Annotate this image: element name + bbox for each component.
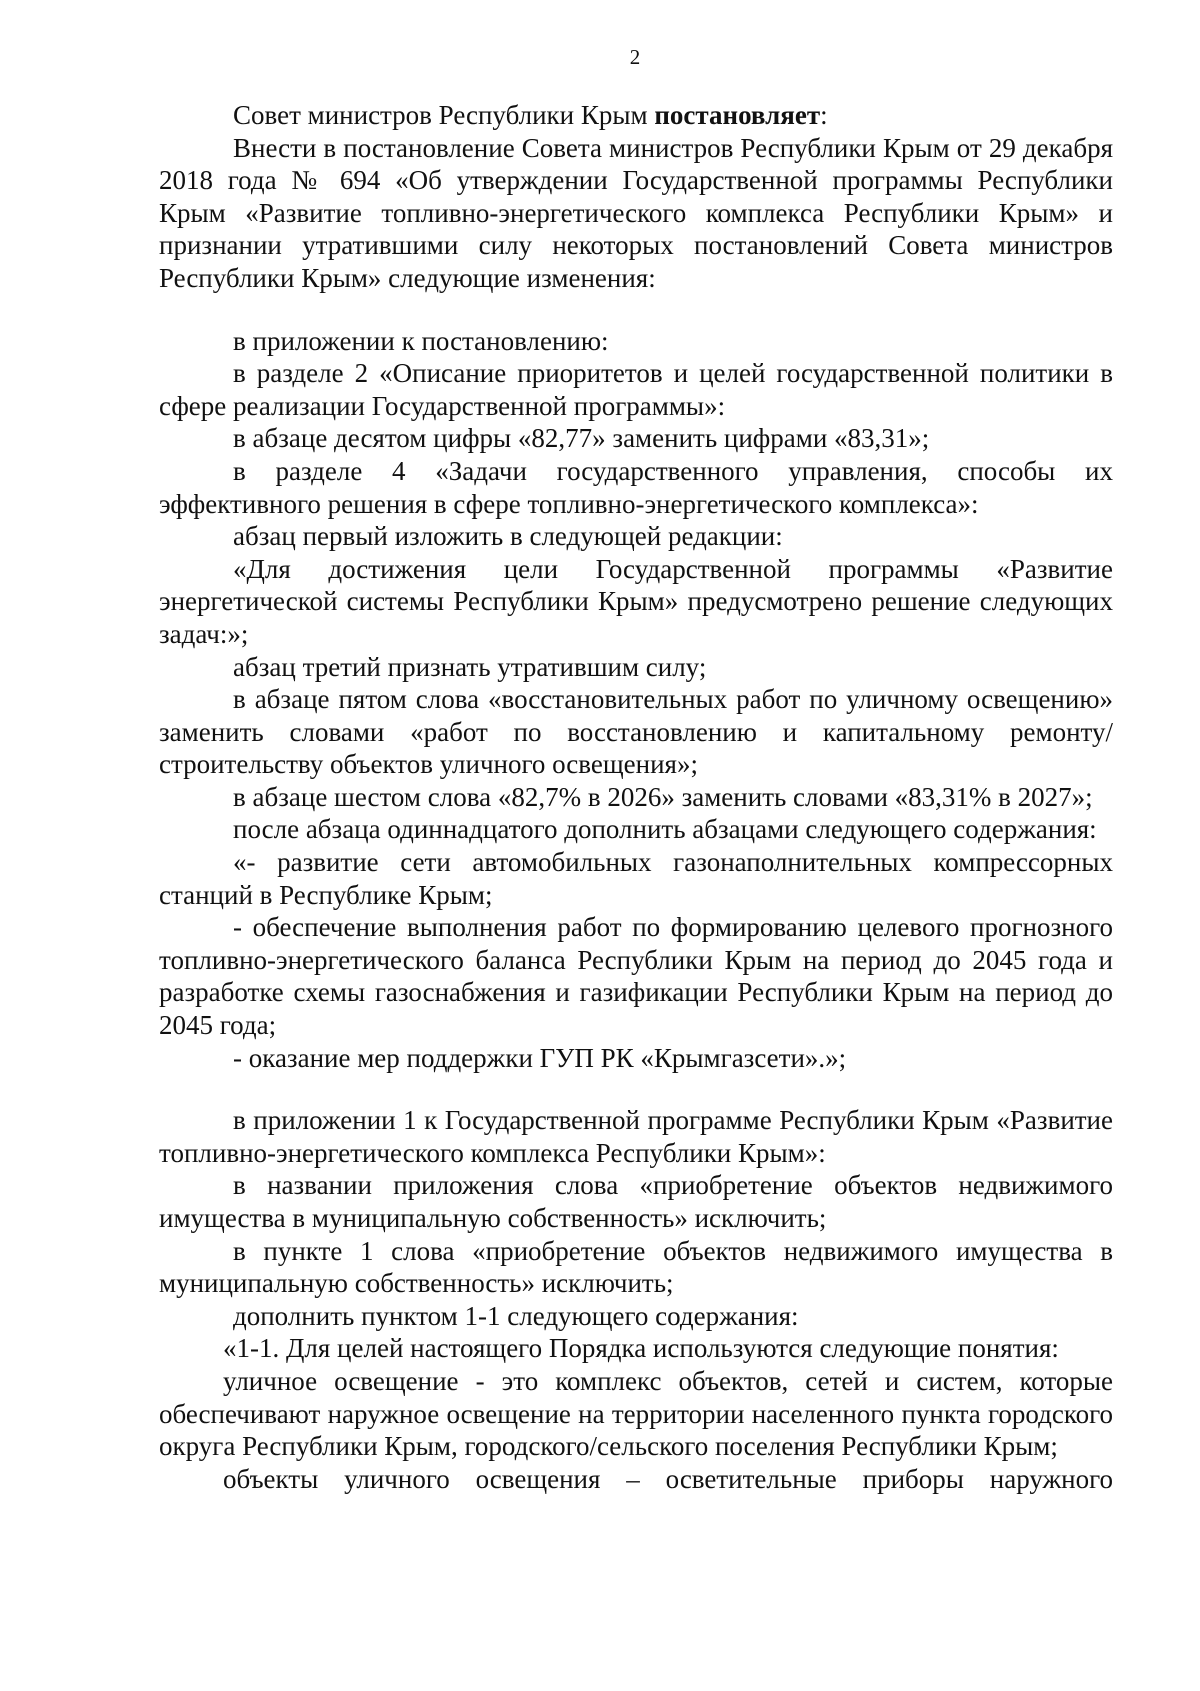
list-item-support: - оказание мер поддержки ГУП РК «Крымгазсети».»;: [233, 1042, 847, 1073]
paragraph-quoted-goal: «Для достижения цели Государственной программы «Развитие энергетической системы Республики Крым» предусмотрено решение следующих задач:»;: [159, 553, 1113, 649]
paragraph-annex-title: в названии приложения слова «приобретение объектов недвижимого имущества в муниципальную собственность» исключить;: [159, 1170, 1113, 1233]
paragraph-first-new-wording: абзац первый изложить в следующей редакции:: [233, 521, 783, 552]
resolution-intro: [159, 99, 1113, 132]
resolution-intro-verb: постановляет: [654, 100, 821, 130]
list-item-gas-stations: «- развитие сети автомобильных газонаполнительных компрессорных станций в Республике Крым;: [159, 847, 1113, 910]
resolution-intro-lead: Совет министров Республики Крым: [233, 100, 655, 130]
paragraph-amend-resolution: Внести в постановление Совета министров Республики Крым от 29 декабря 2018 года № 694 «Об утверждении Государственной программы Республики Крым «Развитие топливно-энергетического комплекса Республики Крым» и признании утратившими силу некоторых постановлений Совета министров Республики Крым» следующие изменения:: [159, 132, 1113, 293]
paragraph-section-2: в разделе 2 «Описание приоритетов и целей государственной политики в сфере реализации Государственной программы»:: [159, 358, 1113, 421]
paragraph-annex: в приложении к постановлению:: [233, 325, 609, 356]
paragraph-item-1: в пункте 1 слова «приобретение объектов недвижимого имущества в муниципальную собственность» исключить;: [159, 1235, 1113, 1299]
paragraph-after-eleventh: после абзаца одиннадцатого дополнить абзацами следующего содержания:: [233, 814, 1097, 845]
paragraph-section-4: в разделе 4 «Задачи государственного управления, способы их эффективного решения в сфере топливно-энергетического комплекса»:: [159, 455, 1113, 519]
page-number: 2: [629, 45, 641, 69]
paragraph-fifth-replace: в абзаце пятом слова «восстановительных работ по уличному освещению» заменить словами «работ по восстановлению и капитальному ремонту/строительству объектов уличного освещения»;: [159, 684, 1113, 780]
paragraph-section-2-tenth: в абзаце десятом цифры «82,77» заменить цифрами «83,31»;: [233, 423, 930, 454]
paragraph-third-void: абзац третий признать утратившим силу;: [233, 651, 707, 682]
paragraph-annex-1: в приложении 1 к Государственной программе Республики Крым «Развитие топливно-энергетического комплекса Республики Крым»:: [159, 1105, 1113, 1168]
resolution-intro-tail: :: [820, 100, 828, 130]
paragraph-street-lighting-def: уличное освещение - это комплекс объектов, сетей и систем, которые обеспечивают наружное освещение на территории населенного пункта городского округа Республики Крым, городского/сельского поселения Республики Крым;: [159, 1365, 1113, 1462]
list-item-energy-balance: - обеспечение выполнения работ по формированию целевого прогнозного топливно-энергетического баланса Республики Крым на период до 2045 года и разработке схемы газоснабжения и газификации Республики Крым на период до 2045 года;: [159, 912, 1113, 1041]
paragraph-add-item-1-1: дополнить пунктом 1-1 следующего содержания:: [233, 1300, 799, 1331]
paragraph-lighting-objects-def: объекты уличного освещения – осветительные приборы наружного: [223, 1463, 1113, 1494]
paragraph-sixth-replace: в абзаце шестом слова «82,7% в 2026» заменить словами «83,31% в 2027»;: [233, 781, 1093, 812]
document-body: [159, 99, 1113, 1495]
paragraph-item-1-1: «1-1. Для целей настоящего Порядка используются следующие понятия:: [223, 1333, 1059, 1364]
